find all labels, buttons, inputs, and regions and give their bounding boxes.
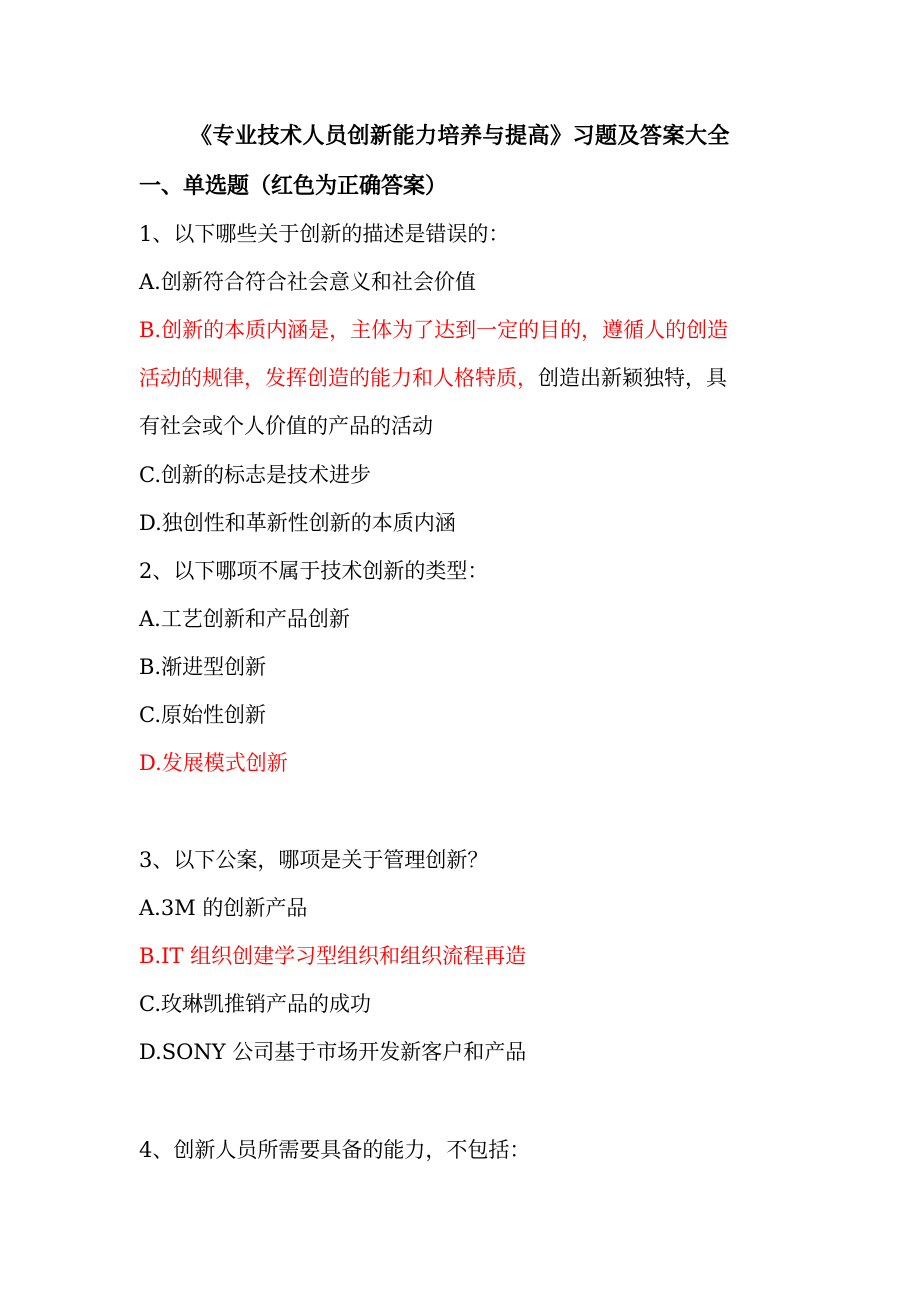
- question-1-option-b-line-2: [139, 360, 727, 396]
- question-1-option-b-line-2-correct: 活动的规律，发挥创造的能力和人格特质，: [139, 366, 538, 390]
- question-1-option-b-line-3: 有社会或个人价值的产品的活动: [139, 414, 433, 438]
- section-heading-single-choice: 一、单选题（红色为正确答案）: [139, 173, 448, 199]
- question-3-option-d: D.SONY 公司基于市场开发新客户和产品: [139, 1040, 527, 1064]
- question-3-stem: 3、以下公案，哪项是关于管理创新？: [139, 848, 489, 872]
- question-1-option-b-line-1: B.创新的本质内涵是，主体为了达到一定的目的，遵循人的创造: [139, 318, 729, 342]
- question-3-option-b: B.IT 组织创建学习型组织和组织流程再造: [139, 944, 527, 968]
- question-3-option-c: C.玫琳凯推销产品的成功: [139, 992, 371, 1016]
- question-3-option-a: A.3M 的创新产品: [139, 896, 308, 920]
- question-1-stem: 1、以下哪些关于创新的描述是错误的：: [139, 222, 510, 246]
- question-2-stem: 2、以下哪项不属于技术创新的类型：: [139, 559, 489, 583]
- question-2-option-b: B.渐进型创新: [139, 655, 267, 679]
- document-title: 《专业技术人员创新能力培养与提高》习题及答案大全: [189, 123, 730, 149]
- question-1-option-a: A.创新符合符合社会意义和社会价值: [139, 270, 476, 294]
- question-2-option-d: D.发展模式创新: [139, 751, 288, 775]
- question-1-option-d: D.独创性和革新性创新的本质内涵: [139, 511, 456, 535]
- question-1-option-c: C.创新的标志是技术进步: [139, 463, 371, 487]
- question-2-option-a: A.工艺创新和产品创新: [139, 607, 350, 631]
- question-4-stem: 4、创新人员所需要具备的能力，不包括：: [139, 1138, 531, 1162]
- question-2-option-c: C.原始性创新: [139, 703, 266, 727]
- question-1-option-b-line-2-rest: 创造出新颖独特，具: [538, 366, 727, 390]
